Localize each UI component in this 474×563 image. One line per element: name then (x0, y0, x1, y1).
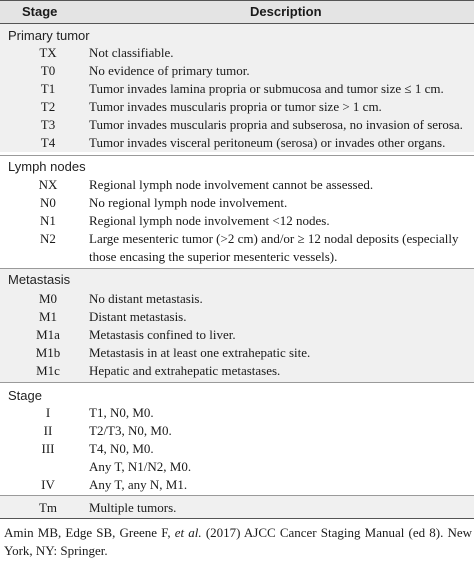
row-code: NX (38, 177, 58, 192)
row-description: Tumor invades muscularis propria or tumor size > 1 cm. (89, 99, 382, 114)
row-code: Tm (38, 500, 58, 515)
row-description: Tumor invades lamina propria or submucosa and tumor size ≤ 1 cm. (89, 81, 444, 96)
row-code: M1c (36, 363, 60, 378)
row-code: M1b (35, 345, 61, 360)
row-description: No evidence of primary tumor. (89, 63, 250, 78)
header-stage: Stage (22, 4, 58, 19)
section-divider (0, 155, 474, 156)
row-code: III (41, 441, 55, 456)
table-header (0, 0, 474, 24)
section-title-lymph-nodes: Lymph nodes (8, 159, 86, 174)
row-description: Metastasis confined to liver. (89, 327, 236, 342)
row-code: M1 (38, 309, 58, 324)
reference-citation (4, 524, 472, 560)
row-description: Large mesenteric tumor (>2 cm) and/or ≥ 12 nodal deposits (especially those encasing the superior mesenteric vessels). (89, 231, 459, 264)
row-code: N2 (40, 231, 56, 246)
row-description: Tumor invades visceral peritoneum (serosa) or invades other organs. (89, 135, 446, 150)
row-code: T2 (40, 99, 56, 114)
row-description: No distant metastasis. (89, 291, 203, 306)
row-code: IV (41, 477, 55, 492)
row-code: T1 (40, 81, 56, 96)
row-description: Multiple tumors. (89, 500, 177, 515)
section-title-stage: Stage (8, 388, 42, 403)
section-title-metastasis: Metastasis (8, 272, 71, 287)
row-code: M1a (36, 327, 60, 342)
table-bottom-rule (0, 518, 474, 519)
row-code: N0 (40, 195, 56, 210)
row-description: T1, N0, M0. (89, 405, 154, 420)
row-code: T0 (40, 63, 56, 78)
row-code: M0 (38, 291, 58, 306)
section-divider (0, 382, 474, 383)
row-code: N1 (40, 213, 56, 228)
row-description: T2/T3, N0, M0. (89, 423, 172, 438)
row-code: T4 (40, 135, 56, 150)
row-description: Not classifiable. (89, 45, 174, 60)
row-code: TX (39, 45, 57, 60)
row-description: Hepatic and extrahepatic metastases. (89, 363, 281, 378)
row-description: Regional lymph node involvement <12 nodes. (89, 213, 330, 228)
header-description: Description (250, 4, 322, 19)
row-description: T4, N0, M0. (89, 441, 154, 456)
row-code: II (43, 423, 53, 438)
reference-rest: (2017) AJCC Cancer Staging Manual (ed 8). New York, NY: Springer. (4, 525, 473, 558)
reference-authors: Amin MB, Edge SB, Greene F, (4, 525, 175, 540)
row-code: I (45, 405, 51, 420)
row-description: Any T, any N, M1. (89, 477, 188, 492)
row-description: Metastasis in at least one extrahepatic site. (89, 345, 311, 360)
reference-et-al: et al. (174, 525, 202, 540)
row-description: Regional lymph node involvement cannot be assessed. (89, 177, 374, 192)
section-title-primary-tumor: Primary tumor (8, 28, 90, 43)
row-description: Distant metastasis. (89, 309, 187, 324)
row-description: Tumor invades muscularis propria and subserosa, no invasion of serosa. (89, 117, 463, 132)
row-code: T3 (40, 117, 56, 132)
row-description: Any T, N1/N2, M0. (89, 459, 192, 474)
row-description: No regional lymph node involvement. (89, 195, 288, 210)
